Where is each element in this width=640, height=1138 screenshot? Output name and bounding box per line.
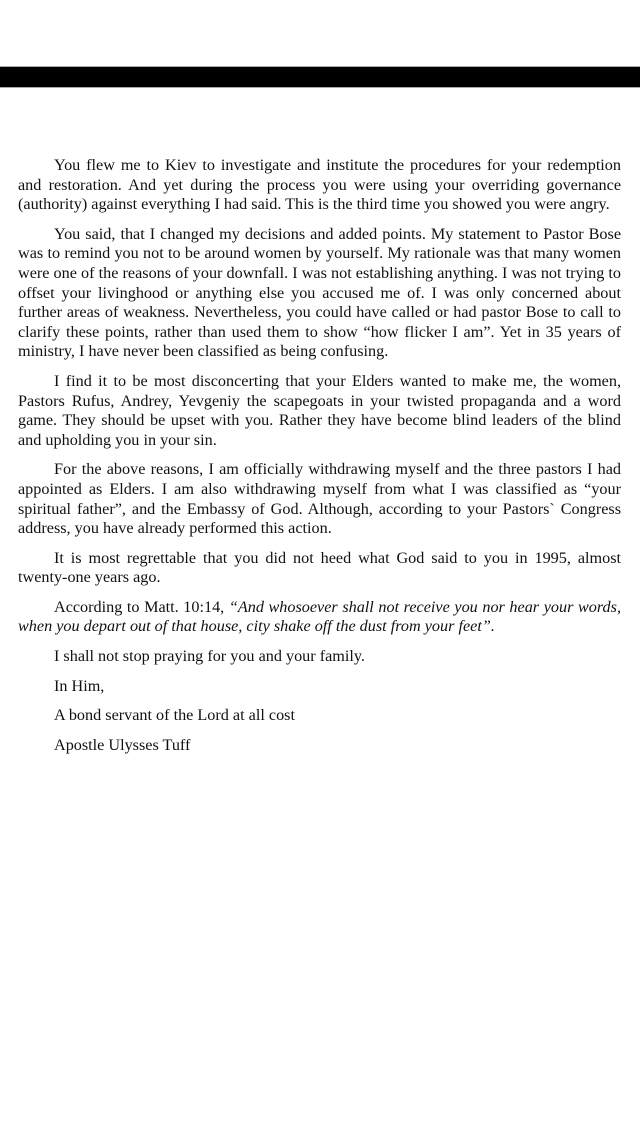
scripture-intro: According to Matt. 10:14, — [54, 597, 229, 616]
paragraph-elders: I find it to be most disconcerting that your Elders wanted to make me, the women, Pastors Rufus, Andrey, Yevgeniy the scapegoats in your twisted propaganda and a word game. They should be upset with you. Rather they have become blind leaders of the blind and upholding you in your sin. — [18, 371, 621, 449]
paragraph-withdrawal: For the above reasons, I am officially withdrawing myself and the three pastors I had appointed as Elders. I am also withdrawing myself from what I was classified as “your spiritual father”, and the Embassy of God. Although, according to your Pastors` Congress address, you have already performed this action. — [18, 460, 621, 538]
paragraph-regret: It is most regrettable that you did not heed what God said to you in 1995, almost twenty-one years ago. — [18, 548, 621, 587]
signature: Apostle Ulysses Tuff — [54, 735, 191, 754]
closing-salutation: In Him, — [54, 676, 105, 695]
top-black-bar — [0, 66, 640, 88]
paragraph-pastor-bose: You said, that I changed my decisions and added points. My statement to Pastor Bose was to remind you not to be around women by yourself. My rationale was that many women were one of the reasons of your downfall. I was not establishing anything. I was not trying to offset your livinghood or anything else you accused me of. I was only concerned about further areas of weakness. Nevertheless, you could have called or had pastor Bose to call to clarify these points, rather than used them to show “how flicker I am”. Yet in 35 years of ministry, I have never been classified as being confusing. — [18, 224, 621, 361]
closing-title: A bond servant of the Lord at all cost — [54, 706, 295, 725]
prayer-line: I shall not stop praying for you and your family. — [54, 647, 365, 666]
paragraph-kiev: You flew me to Kiev to investigate and institute the procedures for your redemption and restoration. And yet during the process you were using your overriding governance (authority) against everything I had said. This is the third time you showed you were angry. — [18, 156, 621, 214]
scripture-quote: “And whosoever shall not receive you nor hear your words, when you depart out of that house, city shake off the dust from your feet”. — [18, 597, 621, 636]
paragraph-scripture — [18, 598, 621, 637]
letter-body — [18, 156, 621, 765]
